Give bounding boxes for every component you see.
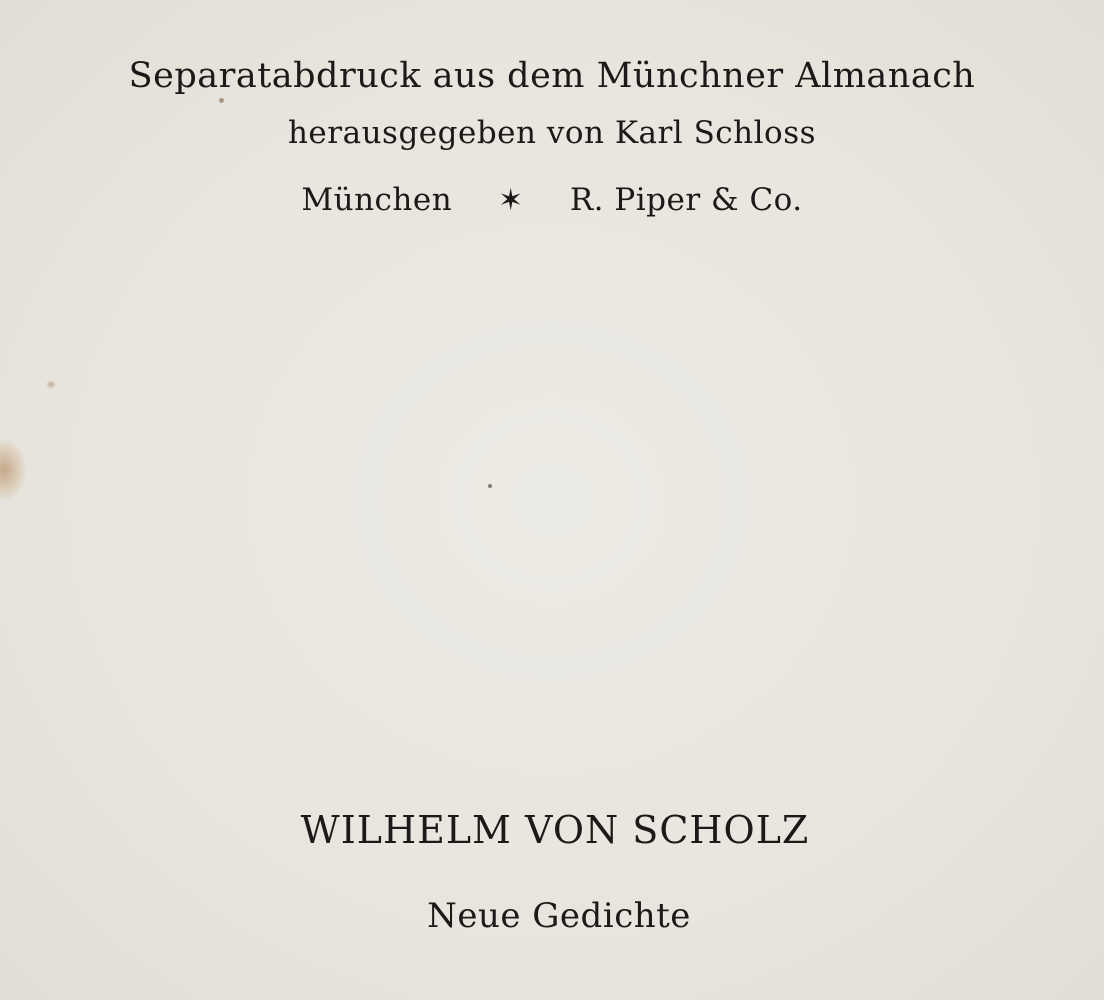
paper-stain xyxy=(0,440,26,500)
imprint-city: München xyxy=(301,182,453,218)
editor-line: herausgegeben von Karl Schloss xyxy=(287,115,817,151)
paper-speck xyxy=(219,98,224,103)
author-name: WILHELM VON SCHOLZ xyxy=(300,808,810,852)
asterisk-ornament-icon: ✶ xyxy=(498,183,524,218)
paper-speck xyxy=(488,484,492,488)
imprint-line xyxy=(0,182,1104,218)
work-title: Neue Gedichte xyxy=(427,896,691,936)
paper-stain xyxy=(46,380,56,389)
offprint-note: Separatabdruck aus dem Münchner Almanach xyxy=(128,56,976,96)
imprint-publisher: R. Piper & Co. xyxy=(569,182,803,218)
